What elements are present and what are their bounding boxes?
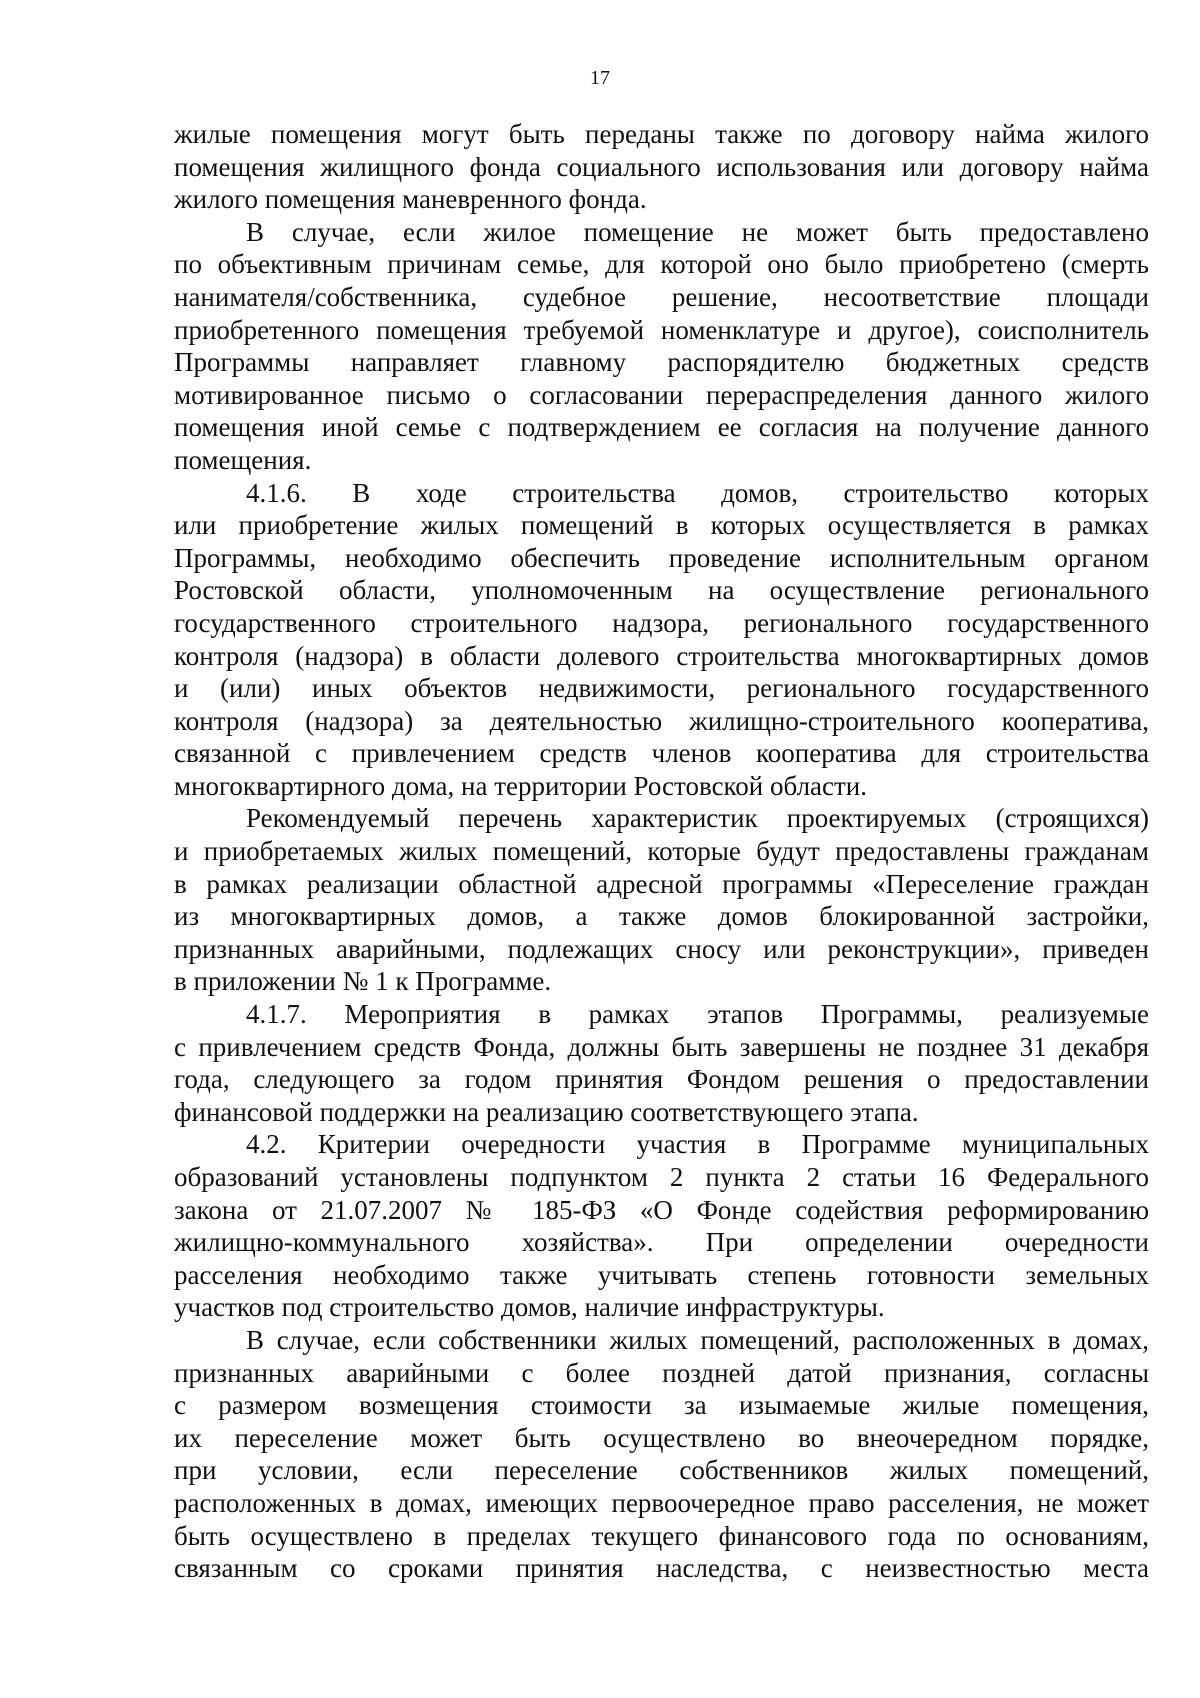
text-line: жилого помещения маневренного фонда. xyxy=(174,184,647,215)
text-line: Ростовской области, уполномоченным на осуществление регионального xyxy=(174,575,1149,606)
text-line: с привлечением средств Фонда, должны быть завершены не позднее 31 декабря xyxy=(174,1031,1149,1062)
text-line: связанной с привлечением средств членов кооператива для строительства xyxy=(174,738,1149,769)
text-line: финансовой поддержки на реализацию соответствующего этапа. xyxy=(174,1096,919,1127)
text-line: приобретенного помещения требуемой номенклатуре и другое), соисполнитель xyxy=(174,314,1149,345)
text-line: Программы направляет главному распорядителю бюджетных средств xyxy=(174,347,1149,378)
text-line: В случае, если жилое помещение не может быть предоставлено xyxy=(246,216,1149,247)
text-line: их переселение может быть осуществлено во внеочередном порядке, xyxy=(174,1422,1149,1453)
text-line: Рекомендуемый перечень характеристик проектируемых (строящихся) xyxy=(246,803,1149,834)
text-line: государственного строительного надзора, регионального государственного xyxy=(174,607,1149,638)
text-line: 4.1.7. Мероприятия в рамках этапов Программы, реализуемые xyxy=(246,999,1149,1030)
text-line: нанимателя/собственника, судебное решение, несоответствие площади xyxy=(174,281,1149,312)
text-line: В случае, если собственники жилых помещений, расположенных в домах, xyxy=(246,1324,1149,1355)
paragraph xyxy=(174,802,1149,998)
text-line: или приобретение жилых помещений в которых осуществляется в рамках xyxy=(174,510,1149,541)
text-line: признанных аварийными с более поздней датой признания, согласны xyxy=(174,1357,1149,1388)
page-number: 17 xyxy=(590,67,610,89)
text-line: расселения необходимо также учитывать степень готовности земельных xyxy=(174,1259,1149,1290)
text-line: помещения жилищного фонда социального использования или договору найма xyxy=(174,151,1149,182)
paragraph xyxy=(174,118,1149,216)
text-line: связанным со сроками принятия наследства, с неизвестностью места xyxy=(174,1553,1149,1584)
text-line: Программы, необходимо обеспечить проведение исполнительным органом xyxy=(174,542,1149,573)
text-line: мотивированное письмо о согласовании перераспределения данного жилого xyxy=(174,379,1149,410)
document-body xyxy=(174,118,1149,1585)
text-line: закона от 21.07.2007 № 185-ФЗ «О Фонде содействия реформированию xyxy=(174,1194,1149,1225)
paragraph xyxy=(174,998,1149,1128)
text-line: контроля (надзора) в области долевого строительства многоквартирных домов xyxy=(174,640,1149,671)
text-line: контроля (надзора) за деятельностью жилищно-строительного кооператива, xyxy=(174,705,1149,736)
text-line: 4.1.6. В ходе строительства домов, строительство которых xyxy=(246,477,1149,508)
text-line: участков под строительство домов, наличие инфраструктуры. xyxy=(174,1292,885,1323)
text-line: многоквартирного дома, на территории Ростовской области. xyxy=(174,770,868,801)
paragraph xyxy=(174,216,1149,477)
text-line: жилые помещения могут быть переданы также по договору найма жилого xyxy=(174,119,1149,149)
text-line: расположенных в домах, имеющих первоочередное право расселения, не может xyxy=(174,1487,1149,1518)
text-line: быть осуществлено в пределах текущего финансового года по основаниям, xyxy=(174,1520,1149,1551)
text-line: и (или) иных объектов недвижимости, регионального государственного xyxy=(174,673,1149,704)
text-line: из многоквартирных домов, а также домов блокированной застройки, xyxy=(174,901,1149,932)
paragraph xyxy=(174,477,1149,803)
text-line: 4.2. Критерии очередности участия в Программе муниципальных xyxy=(246,1129,1149,1160)
text-line: по объективным причинам семье, для которой оно было приобретено (смерть xyxy=(174,249,1149,280)
text-line: при условии, если переселение собственников жилых помещений, xyxy=(174,1455,1149,1486)
text-line: и приобретаемых жилых помещений, которые будут предоставлены гражданам xyxy=(174,836,1149,867)
text-line: признанных аварийными, подлежащих сносу или реконструкции», приведен xyxy=(174,933,1149,964)
text-line: жилищно-коммунального хозяйства». При определении очередности xyxy=(174,1227,1149,1258)
text-line: в рамках реализации областной адресной программы «Переселение граждан xyxy=(174,868,1149,899)
text-line: с размером возмещения стоимости за изымаемые жилые помещения, xyxy=(174,1390,1149,1421)
text-line: помещения. xyxy=(174,444,312,475)
text-line: года, следующего за годом принятия Фондом решения о предоставлении xyxy=(174,1064,1149,1095)
text-line: помещения иной семье с подтверждением ее согласия на получение данного xyxy=(174,412,1149,443)
text-line: образований установлены подпунктом 2 пункта 2 статьи 16 Федерального xyxy=(174,1162,1149,1192)
text-line: в приложении № 1 к Программе. xyxy=(174,966,552,997)
paragraph xyxy=(174,1128,1149,1324)
paragraph xyxy=(174,1324,1149,1585)
